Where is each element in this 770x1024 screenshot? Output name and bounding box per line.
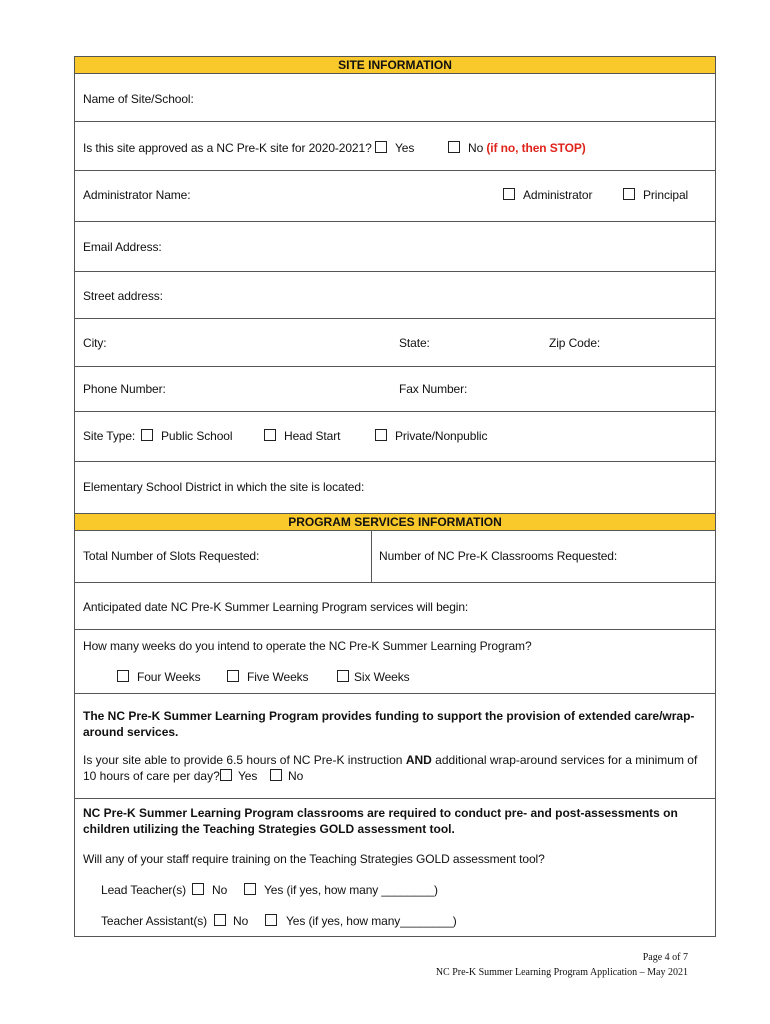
- city-label: City:: [83, 336, 107, 350]
- private-nonpublic-label: Private/Nonpublic: [395, 429, 488, 443]
- column-divider: [371, 531, 372, 582]
- street-row: [75, 272, 715, 319]
- administrator-row: [75, 171, 715, 222]
- teacher-assistant-label: Teacher Assistant(s): [101, 914, 208, 928]
- site-type-label: Site Type:: [83, 429, 136, 443]
- anticipated-date-label: Anticipated date NC Pre-K Summer Learning Program services will begin:: [83, 600, 469, 614]
- five-weeks-checkbox[interactable]: [227, 670, 239, 682]
- wrap-no-checkbox[interactable]: [270, 769, 282, 781]
- fax-label: Fax Number:: [399, 382, 468, 396]
- page-number: Page 4 of 7: [642, 952, 688, 963]
- lead-teacher-label: Lead Teacher(s): [101, 883, 186, 897]
- approved-yes-checkbox[interactable]: [375, 141, 387, 153]
- wrap-yes-label: Yes: [238, 769, 258, 783]
- slots-classrooms-row: [75, 531, 715, 583]
- phone-label: Phone Number:: [83, 382, 166, 396]
- teacher-assistant-no-label: No: [233, 914, 249, 928]
- classrooms-label: Number of NC Pre-K Classrooms Requested:: [379, 549, 618, 563]
- lead-teacher-no-label: No: [212, 883, 228, 897]
- lead-teacher-yes-checkbox[interactable]: [244, 883, 256, 895]
- wrap-no-label: No: [288, 769, 304, 783]
- six-weeks-checkbox[interactable]: [337, 670, 349, 682]
- wrap-yes-checkbox[interactable]: [220, 769, 232, 781]
- district-label: Elementary School District in which the site is located:: [83, 480, 365, 494]
- approved-question: Is this site approved as a NC Pre-K site for 2020-2021?: [83, 141, 372, 155]
- email-row: [75, 222, 715, 272]
- anticipated-date-row: [75, 583, 715, 630]
- funding-statement: The NC Pre-K Summer Learning Program provides funding to support the provision of extended care/wrap-around services.: [83, 709, 695, 739]
- email-label: Email Address:: [83, 240, 162, 254]
- training-question: Will any of your staff require training on the Teaching Strategies GOLD assessment tool?: [83, 852, 545, 866]
- stop-warning: (if no, then STOP): [486, 141, 586, 155]
- teacher-assistant-yes-label: Yes (if yes, how many________): [286, 914, 457, 928]
- private-nonpublic-checkbox[interactable]: [375, 429, 387, 441]
- footer-title: NC Pre-K Summer Learning Program Application – May 2021: [435, 967, 688, 978]
- site-name-row: [75, 74, 715, 122]
- wrap-around-question: Is your site able to provide 6.5 hours of NC Pre-K instruction AND additional wrap-around services for a minimum of 10 hours of care per day?: [83, 753, 698, 783]
- lead-teacher-yes-label: Yes (if yes, how many ________): [264, 883, 438, 897]
- assessment-statement: NC Pre-K Summer Learning Program classrooms are required to conduct pre- and post-assessments on children utilizing the Teaching Strategies GOLD assessment tool.: [83, 806, 678, 836]
- approved-yes-label: Yes: [395, 141, 415, 155]
- approved-no-checkbox[interactable]: [448, 141, 460, 153]
- application-form: [74, 56, 716, 937]
- public-school-label: Public School: [161, 429, 233, 443]
- public-school-checkbox[interactable]: [141, 429, 153, 441]
- principal-checkbox[interactable]: [623, 188, 635, 200]
- wrap-around-row: [75, 694, 715, 799]
- admin-name-label: Administrator Name:: [83, 188, 191, 202]
- administrator-option-label: Administrator: [523, 188, 593, 202]
- site-name-label: Name of Site/School:: [83, 92, 194, 106]
- approved-no-label: No (if no, then STOP): [468, 141, 586, 155]
- slots-label: Total Number of Slots Requested:: [83, 549, 260, 563]
- teacher-assistant-no-checkbox[interactable]: [214, 914, 226, 926]
- street-label: Street address:: [83, 289, 163, 303]
- principal-option-label: Principal: [643, 188, 689, 202]
- district-row: [75, 462, 715, 514]
- five-weeks-label: Five Weeks: [247, 670, 309, 684]
- head-start-checkbox[interactable]: [264, 429, 276, 441]
- site-type-row: [75, 412, 715, 462]
- head-start-label: Head Start: [284, 429, 341, 443]
- four-weeks-checkbox[interactable]: [117, 670, 129, 682]
- weeks-question: How many weeks do you intend to operate the NC Pre-K Summer Learning Program?: [83, 639, 532, 653]
- four-weeks-label: Four Weeks: [137, 670, 201, 684]
- program-services-header: PROGRAM SERVICES INFORMATION: [75, 514, 715, 531]
- site-information-header: SITE INFORMATION: [75, 57, 715, 74]
- lead-teacher-no-checkbox[interactable]: [192, 883, 204, 895]
- weeks-row: [75, 630, 715, 694]
- phone-fax-row: [75, 367, 715, 412]
- teacher-assistant-yes-checkbox[interactable]: [265, 914, 277, 926]
- zip-label: Zip Code:: [549, 336, 601, 350]
- six-weeks-label: Six Weeks: [354, 670, 410, 684]
- city-state-zip-row: [75, 319, 715, 367]
- approved-row: [75, 122, 715, 171]
- administrator-checkbox[interactable]: [503, 188, 515, 200]
- state-label: State:: [399, 336, 430, 350]
- assessment-row: [75, 799, 715, 936]
